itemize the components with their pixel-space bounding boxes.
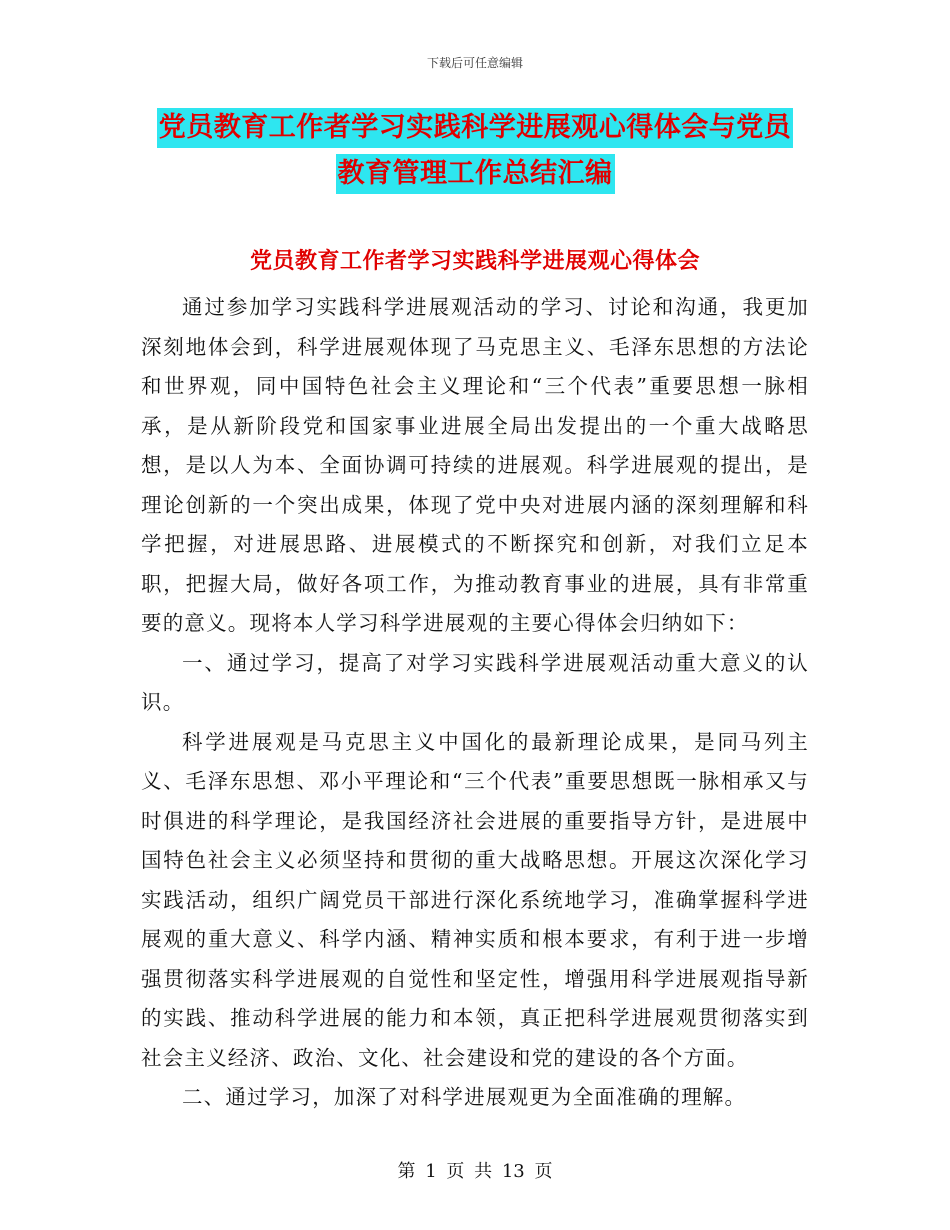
paragraph: 一、通过学习，提高了对学习实践科学进展观活动重大意义的认识。: [141, 650, 809, 714]
document-title: [0, 108, 950, 194]
title-line-1: 党员教育工作者学习实践科学进展观心得体会与党员: [157, 108, 794, 148]
body-text: [141, 288, 809, 1118]
section-title: 党员教育工作者学习实践科学进展观心得体会: [249, 249, 700, 274]
paragraph: 科学进展观是马克思主义中国化的最新理论成果，是同马列主义、毛泽东思想、邓小平理论和“三个代表”重要思想既一脉相承又与时俱进的科学理论，是我国经济社会进展的重要指导方针，是进展中国特色社会主义必须坚持和贯彻的重大战略思想。开展这次深化学习实践活动，组织广阔党员干部进行深化系统地学习，准确掌握科学进展观的重大意义、科学内涵、精神实质和根本要求，有利于进一步增强贯彻落实科学进展观的自觉性和坚定性，增强用科学进展观指导新的实践、推动科学进展的能力和本领，真正把科学进展观贯彻落实到社会主义经济、政治、文化、社会建设和党的建设的各个方面。: [141, 729, 809, 1070]
header-note: 下载后可任意编辑: [426, 56, 523, 70]
page-number: 第 1 页 共 13 页: [397, 1161, 553, 1182]
title-line-2: 教育管理工作总结汇编: [336, 154, 615, 194]
paragraph: 二、通过学习，加深了对科学进展观更为全面准确的理解。: [182, 1085, 747, 1109]
paragraph: 通过参加学习实践科学进展观活动的学习、讨论和沟通，我更加深刻地体会到，科学进展观体现了马克思主义、毛泽东思想的方法论和世界观，同中国特色社会主义理论和“三个代表”重要思想一脉相承，是从新阶段党和国家事业进展全局出发提出的一个重大战略思想，是以人为本、全面协调可持续的进展观。科学进展观的提出，是理论创新的一个突出成果，体现了党中央对进展内涵的深刻理解和科学把握，对进展思路、进展模式的不断探究和创新，对我们立足本职，把握大局，做好各项工作，为推动教育事业的进展，具有非常重要的意义。现将本人学习科学进展观的主要心得体会归纳如下：: [141, 295, 809, 635]
